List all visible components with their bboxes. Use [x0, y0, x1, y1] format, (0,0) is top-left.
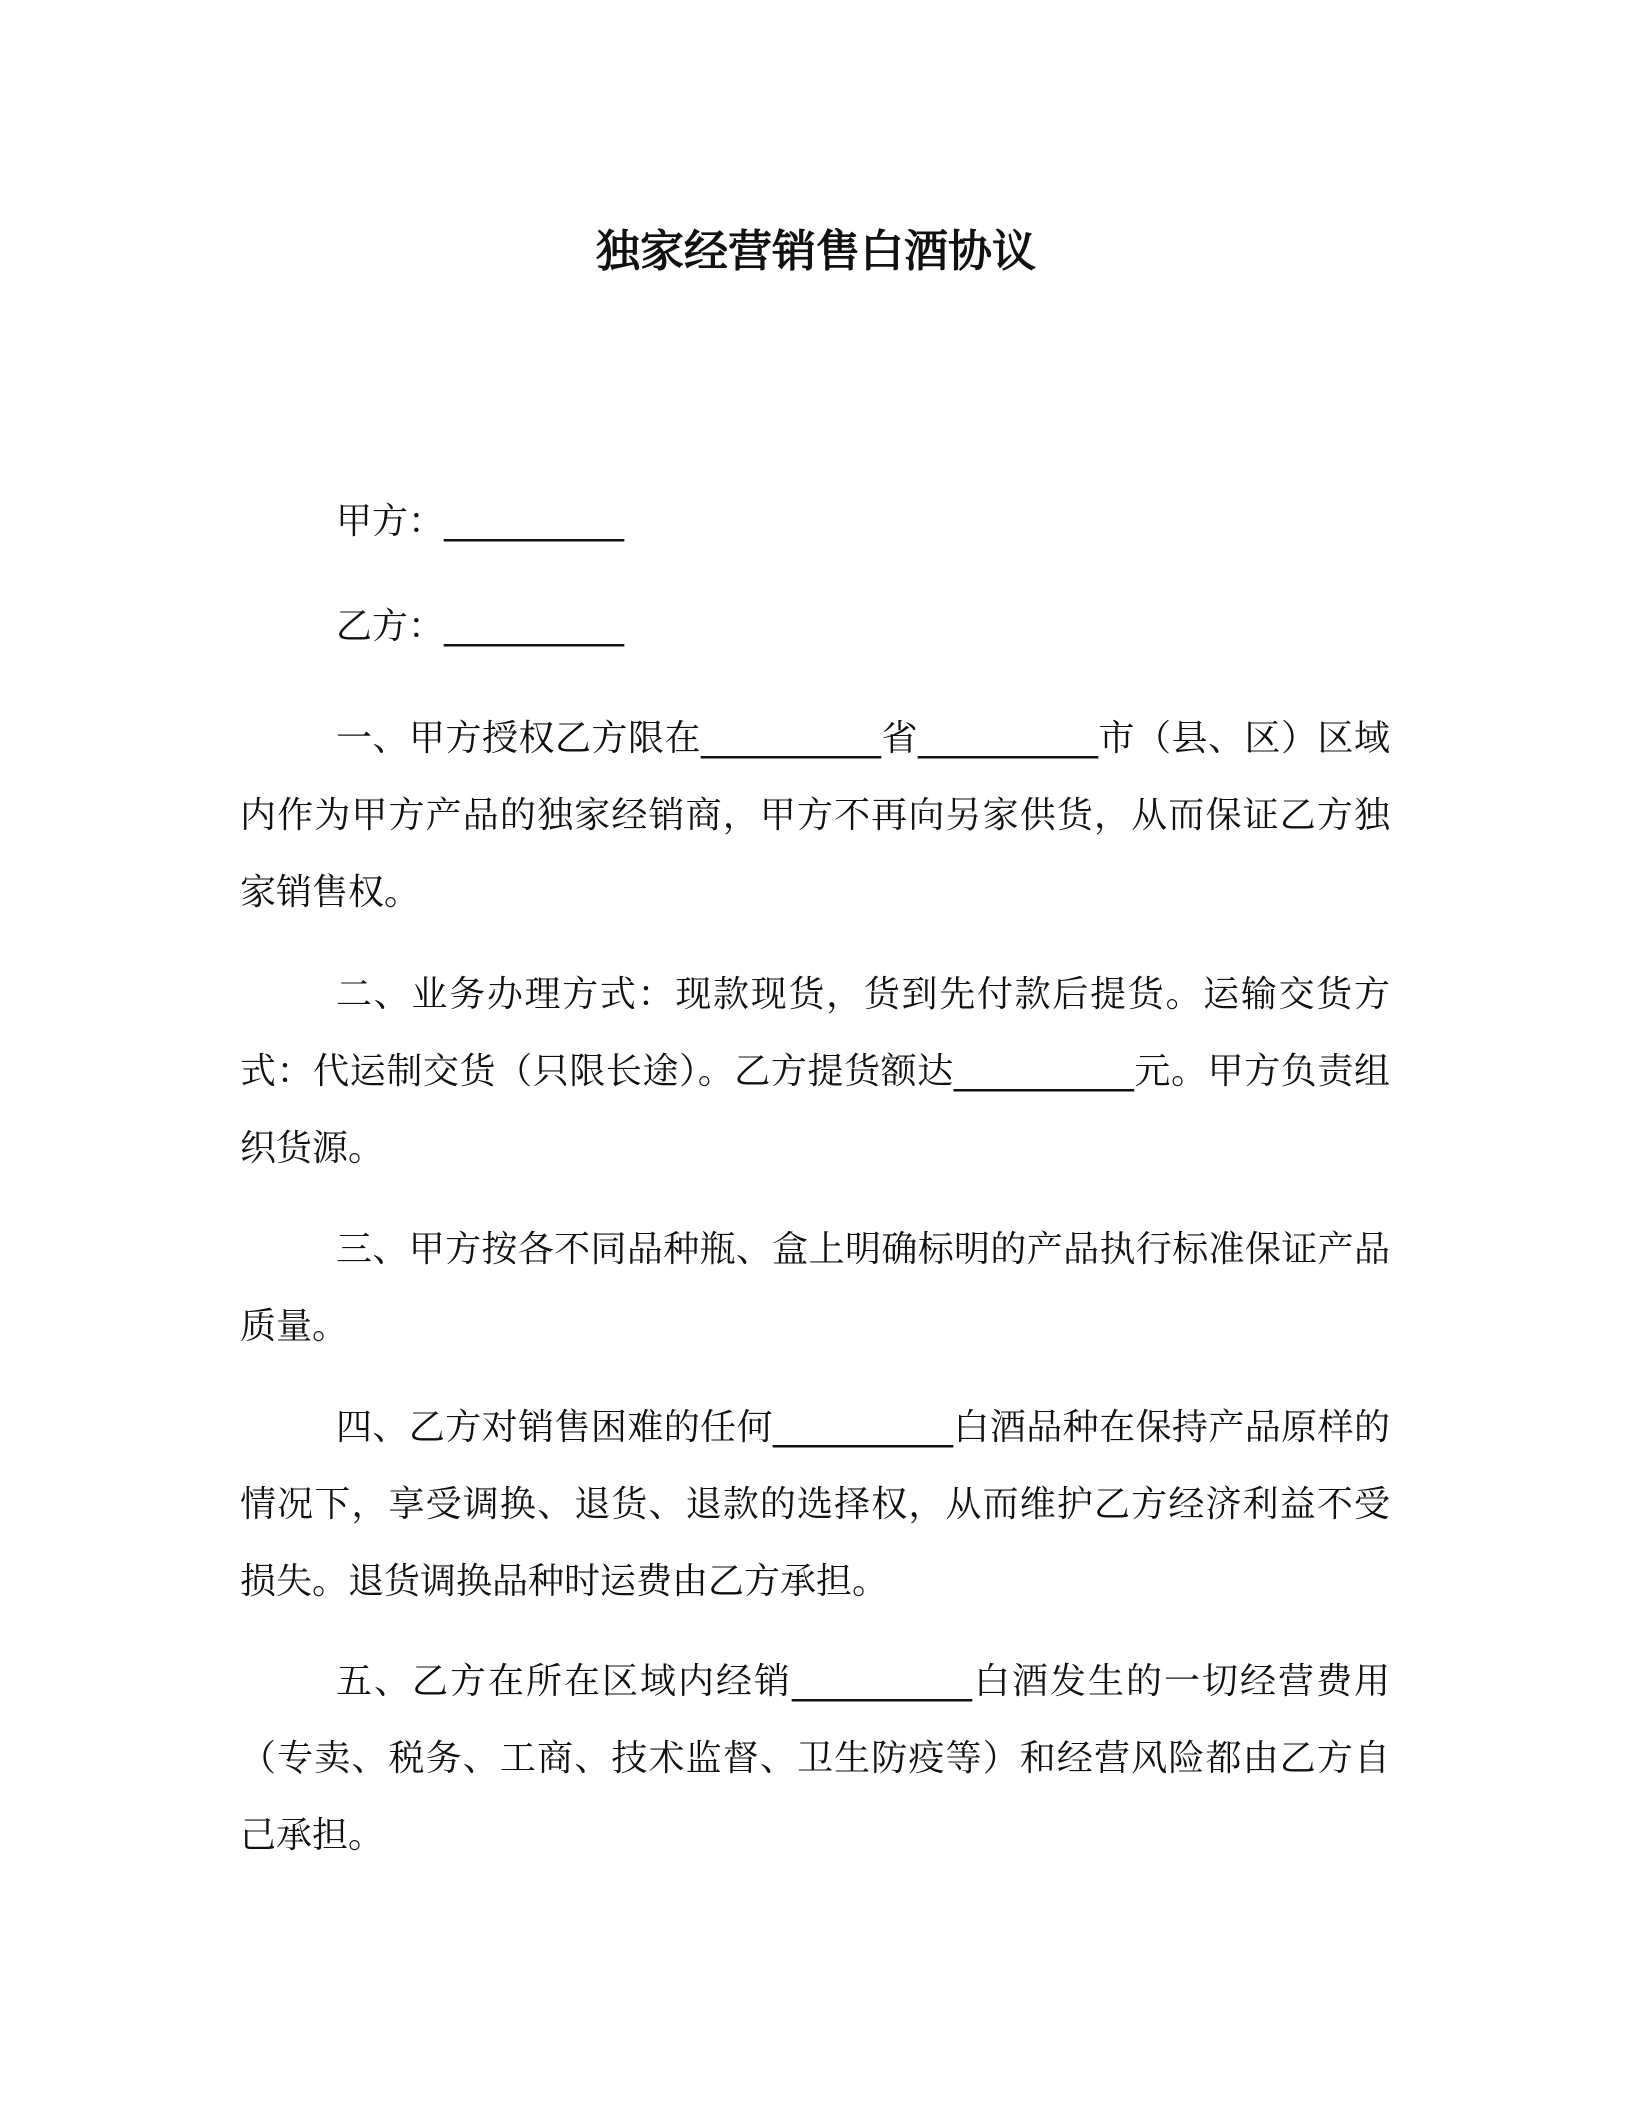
party-a-line: 甲方：__________ [336, 501, 625, 542]
clause-5: 五、乙方在所在区域内经销__________白酒发生的一切经营费用（专卖、税务、工商、技术监督、卫生防疫等）和经营风险都由乙方自己承担。 [240, 1661, 1390, 1856]
clause-1: 一、甲方授权乙方限在__________省__________市（县、区）区域内作为甲方产品的独家经销商，甲方不再向另家供货，从而保证乙方独家销售权。 [240, 718, 1390, 913]
document-title: 独家经营销售白酒协议 [596, 226, 1036, 277]
party-b-line: 乙方：__________ [336, 606, 625, 647]
clause-4: 四、乙方对销售困难的任何__________白酒品种在保持产品原样的情况下，享受调换、退货、退款的选择权，从而维护乙方经济利益不受损失。退货调换品种时运费由乙方承担。 [240, 1407, 1390, 1602]
clause-3: 三、甲方按各不同品种瓶、盒上明确标明的产品执行标准保证产品质量。 [240, 1229, 1390, 1347]
clause-2: 二、业务办理方式：现款现货，货到先付款后提货。运输交货方式：代运制交货（只限长途）。乙方提货额达__________元。甲方负责组织货源。 [240, 974, 1390, 1169]
